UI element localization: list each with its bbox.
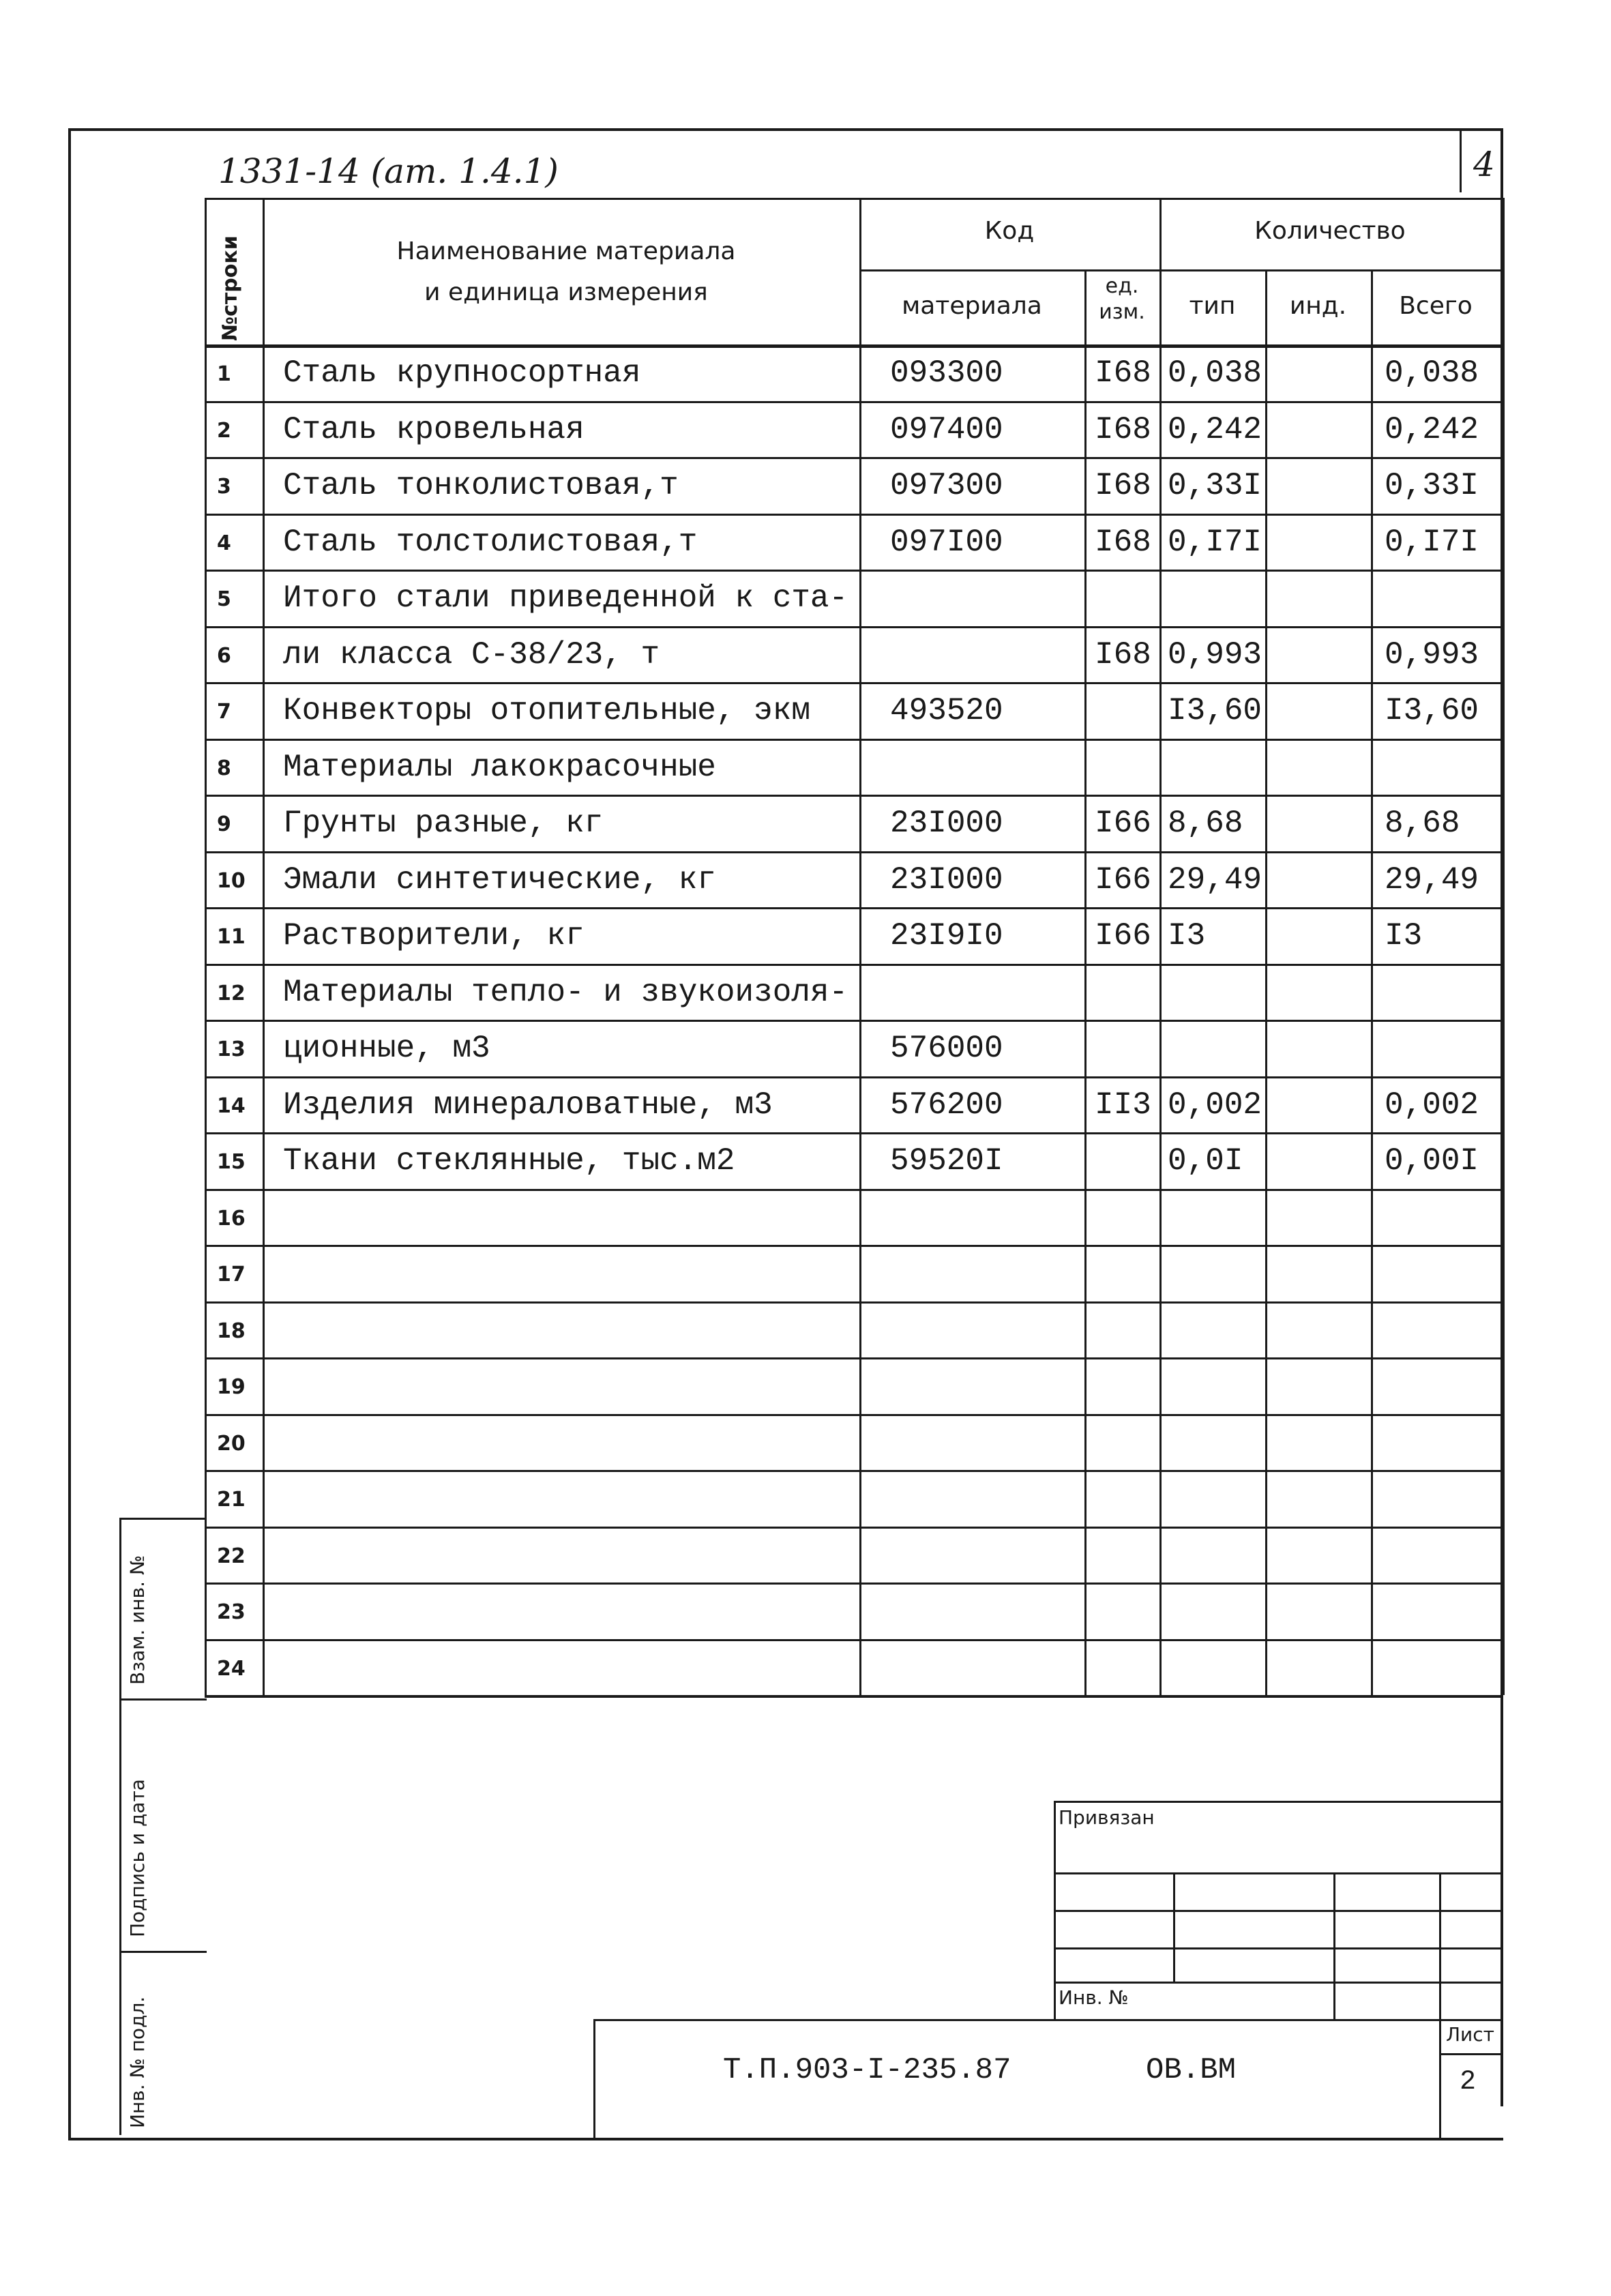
doc-code: Т.П.903-I-235.87 [723, 2053, 1011, 2087]
bind-box-row3 [1054, 1947, 1503, 1949]
qty-total: I3 [1385, 918, 1423, 954]
qty-total: 0,993 [1385, 636, 1479, 673]
unit-code: I66 [1095, 806, 1151, 841]
unit-code: I68 [1095, 468, 1151, 503]
unit-code: II3 [1095, 1087, 1151, 1123]
row-number: 4 [217, 531, 231, 555]
unit-code: I66 [1095, 918, 1151, 954]
material-name: ли класса С-38/23, т [283, 636, 660, 673]
frame-left [68, 128, 71, 2140]
title-strip-sheet-sep [1439, 2019, 1441, 2140]
table-row-line [205, 1076, 1503, 1078]
bind-box-col2 [1333, 1872, 1335, 2019]
row-number: 19 [217, 1375, 246, 1399]
material-name: Грунты разные, кг [283, 806, 604, 841]
table-row-line [205, 401, 1503, 403]
unit-code: I68 [1095, 524, 1151, 560]
col-unit-header-line1: ед. [1105, 274, 1139, 298]
material-name: Материалы лакокрасочные [283, 749, 716, 785]
stamp-label-replacement: Взам. инв. № [126, 1555, 149, 1685]
qty-type: 8,68 [1168, 806, 1243, 841]
col-quantity-header: Количество [1254, 217, 1406, 245]
row-number: 17 [217, 1263, 246, 1286]
page-mark-divider [1460, 130, 1462, 192]
title-strip-sheet-row [1439, 2053, 1503, 2055]
col-unit-header-line2: изм. [1099, 300, 1145, 324]
table-row-line [205, 795, 1503, 797]
table-row-line [205, 570, 1503, 572]
qty-total: 0,038 [1385, 355, 1479, 391]
qty-type: I3,60 [1168, 693, 1262, 728]
bind-box-row4 [1054, 1982, 1503, 1984]
material-name: Сталь тонколистовая,т [283, 468, 679, 503]
material-name: Изделия минераловатные, м3 [283, 1087, 773, 1123]
bind-box-col1 [1173, 1872, 1175, 1982]
stamp-sep-3 [119, 1951, 207, 1953]
stamp-label-signature: Подпись и дата [126, 1779, 149, 1937]
material-name: Сталь крупносортная [283, 355, 641, 391]
col-rownum-header: №строки [218, 235, 242, 341]
title-strip-top [593, 2019, 1503, 2021]
row-number: 11 [217, 925, 246, 949]
stamp-left-line [119, 1518, 121, 2135]
table-row-line [205, 1470, 1503, 1472]
table-col-line [1503, 198, 1505, 1695]
doc-mark: ОВ.ВМ [1146, 2053, 1237, 2087]
table-row-line [205, 1020, 1503, 1022]
row-number: 6 [217, 643, 231, 668]
bind-box-col3 [1439, 1872, 1441, 2019]
frame-top [68, 128, 1503, 131]
material-name: Материалы тепло- и звукоизоля- [283, 974, 848, 1010]
header-bottom-border [205, 344, 1503, 348]
qty-type: 0,038 [1168, 355, 1262, 391]
qty-total: 0,33I [1385, 468, 1479, 503]
table-row-line [205, 1357, 1503, 1359]
table-row-line [205, 626, 1503, 628]
qty-total: 0,I7I [1385, 524, 1479, 560]
row-number: 22 [217, 1544, 246, 1568]
material-code: 23I9I0 [890, 918, 1003, 954]
table-col-line [1371, 269, 1373, 1695]
table-row-line [205, 907, 1503, 909]
qty-total: 0,00I [1385, 1143, 1479, 1179]
table-row-line [205, 964, 1503, 966]
col-name-header-line1: Наименование материала [396, 237, 736, 265]
qty-total: 0,002 [1385, 1087, 1479, 1123]
table-row-line [205, 514, 1503, 516]
stamp-sep-2 [119, 1698, 207, 1701]
material-name: ционные, м3 [283, 1031, 490, 1066]
col-total-header: Всего [1399, 292, 1473, 320]
table-row-line [205, 1132, 1503, 1134]
material-name: Ткани стеклянные, тыс.м2 [283, 1143, 735, 1179]
table-row-line [205, 682, 1503, 684]
qty-type: 29,49 [1168, 862, 1262, 898]
header-subrow-line [859, 269, 1503, 271]
table-row-line [205, 1189, 1503, 1191]
row-number: 7 [217, 700, 231, 724]
table-row-line [205, 1414, 1503, 1416]
sheet-label: Лист [1446, 2023, 1494, 2046]
table-row-line [205, 1245, 1503, 1247]
col-material-header: материала [902, 292, 1042, 320]
table-row-line [205, 851, 1503, 853]
table-top-border [205, 198, 1503, 200]
row-number: 8 [217, 756, 231, 780]
row-number: 21 [217, 1488, 246, 1512]
unit-code: I68 [1095, 636, 1151, 673]
qty-type: 0,002 [1168, 1087, 1262, 1123]
col-name-header-line2: и единица измерения [424, 278, 708, 306]
material-name: Растворители, кг [283, 918, 585, 954]
qty-type: 0,0I [1168, 1143, 1243, 1179]
table-row-line [205, 1639, 1503, 1641]
row-number: 23 [217, 1600, 246, 1624]
unit-code: I66 [1095, 862, 1151, 898]
material-code: 097300 [890, 468, 1003, 503]
row-number: 15 [217, 1150, 246, 1174]
material-code: 576000 [890, 1031, 1003, 1066]
qty-type: 0,33I [1168, 468, 1262, 503]
table-col-line [1084, 269, 1087, 1695]
table-bottom-border [205, 1695, 1503, 1698]
material-name: Сталь толстолистовая,т [283, 524, 698, 560]
row-number: 12 [217, 981, 246, 1005]
row-number: 13 [217, 1037, 246, 1061]
table-row-line [205, 739, 1503, 741]
row-number: 10 [217, 868, 246, 893]
title-strip-left [593, 2019, 595, 2140]
row-number: 24 [217, 1656, 246, 1681]
bind-box-row1 [1054, 1872, 1503, 1874]
row-number: 5 [217, 587, 231, 611]
material-name: Сталь кровельная [283, 411, 585, 447]
row-number: 14 [217, 1093, 246, 1118]
qty-total: 0,242 [1385, 411, 1479, 447]
qty-type: 0,I7I [1168, 524, 1262, 560]
bind-box-row2 [1054, 1910, 1503, 1912]
col-code-header: Код [984, 217, 1035, 245]
col-type-header: тип [1189, 292, 1236, 320]
qty-type: 0,993 [1168, 636, 1262, 673]
qty-type: 0,242 [1168, 411, 1262, 447]
page-mark: 4 [1473, 145, 1495, 184]
inv-no-label: Инв. № [1059, 1986, 1129, 2009]
row-number: 18 [217, 1319, 246, 1343]
material-name: Конвекторы отопительные, экм [283, 693, 810, 728]
table-row-line [205, 457, 1503, 459]
material-name: Эмали синтетические, кг [283, 862, 716, 898]
col-ind-header: инд. [1289, 292, 1347, 320]
material-code: 576200 [890, 1087, 1003, 1123]
qty-type: I3 [1168, 918, 1206, 954]
stamp-sep-1 [119, 1518, 207, 1520]
row-number: 9 [217, 812, 231, 836]
material-code: 23I000 [890, 806, 1003, 841]
material-name: Итого стали приведенной к ста- [283, 580, 848, 616]
row-number: 2 [217, 418, 231, 443]
unit-code: I68 [1095, 411, 1151, 447]
sheet-number: 2 [1460, 2067, 1477, 2098]
table-row-line [205, 1583, 1503, 1585]
material-code: 097400 [890, 411, 1003, 447]
qty-total: I3,60 [1385, 693, 1479, 728]
unit-code: I68 [1095, 355, 1151, 391]
row-number: 1 [217, 362, 231, 386]
row-number: 3 [217, 475, 231, 499]
material-code: 097I00 [890, 524, 1003, 560]
frame-bottom [68, 2138, 1503, 2140]
table-row-line [205, 1301, 1503, 1304]
qty-total: 8,68 [1385, 806, 1460, 841]
handwritten-ref: 1331-14 (ат. 1.4.1) [218, 151, 559, 191]
row-number: 20 [217, 1431, 246, 1456]
table-col-line [1265, 269, 1267, 1695]
material-code: 23I000 [890, 862, 1003, 898]
material-code: 59520I [890, 1143, 1003, 1179]
bind-box-top [1054, 1801, 1503, 1803]
row-number: 16 [217, 1206, 246, 1231]
attached-label: Привязан [1059, 1806, 1155, 1829]
material-code: 093300 [890, 355, 1003, 391]
qty-total: 29,49 [1385, 862, 1479, 898]
table-row-line [205, 1527, 1503, 1529]
stamp-label-original-inv: Инв. № подл. [126, 1996, 149, 2128]
material-code: 493520 [890, 693, 1003, 728]
